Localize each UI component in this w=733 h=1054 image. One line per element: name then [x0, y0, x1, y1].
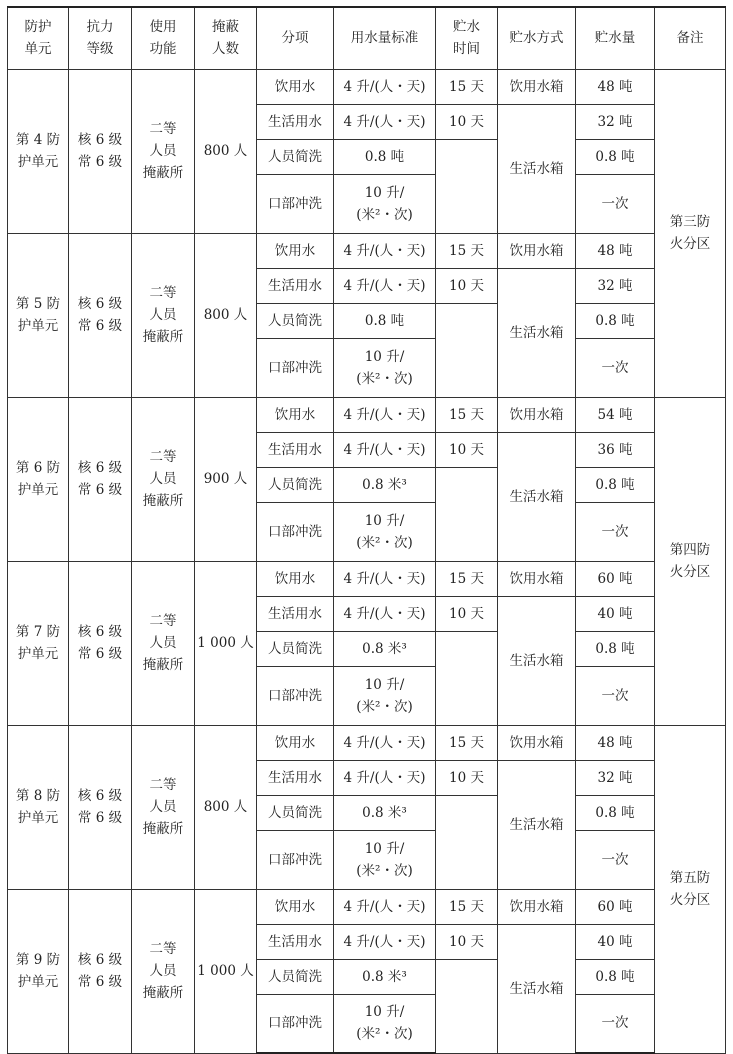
- header-time: 贮水 时间: [436, 7, 498, 69]
- item-cell-text: 生活用水: [268, 441, 322, 458]
- standard-cell-text: 10 升/ (米²・次): [356, 512, 413, 551]
- standard-cell-text: 4 升/(人・天): [343, 78, 426, 95]
- time-cell: [436, 924, 498, 959]
- item-cell: [257, 233, 334, 268]
- time-cell: [436, 432, 498, 467]
- people-cell: [195, 69, 257, 233]
- time-cell: [436, 104, 498, 139]
- method-cell-text: 生活水箱: [509, 324, 564, 341]
- amount-cell-text: 32 吨: [597, 113, 633, 130]
- item-cell-text: 饮用水: [274, 78, 316, 95]
- amount-cell: [576, 596, 655, 631]
- item-cell: [257, 139, 334, 174]
- time-cell: [436, 561, 498, 596]
- header-amount: 贮水量: [576, 7, 655, 69]
- amount-cell-text: 48 吨: [597, 734, 633, 751]
- unit-name-cell-text: 第 7 防 护单元: [15, 624, 61, 662]
- time-cell-empty: [436, 303, 498, 397]
- standard-cell: [334, 725, 436, 760]
- time-cell-text: 10 天: [449, 933, 484, 950]
- method-cell: [498, 760, 576, 889]
- item-cell-text: 饮用水: [274, 570, 316, 587]
- header-item: 分项: [257, 7, 334, 69]
- amount-cell-text: 一次: [601, 687, 629, 704]
- people-cell: [195, 561, 257, 725]
- method-cell: [498, 725, 576, 760]
- method-cell-text: 饮用水箱: [509, 734, 564, 751]
- time-cell: [436, 397, 498, 432]
- time-cell: [436, 268, 498, 303]
- amount-cell: [576, 502, 655, 561]
- amount-cell-text: 0.8 吨: [595, 968, 635, 985]
- method-cell-text: 生活水箱: [509, 488, 564, 505]
- method-cell-text: 生活水箱: [509, 816, 564, 833]
- amount-cell: [576, 725, 655, 760]
- item-cell-text: 人员简洗: [268, 312, 322, 329]
- function-cell: [132, 561, 195, 725]
- amount-cell-text: 48 吨: [597, 78, 633, 95]
- item-cell-text: 口部冲洗: [268, 523, 322, 540]
- time-cell-text: 10 天: [449, 113, 484, 130]
- item-cell: [257, 69, 334, 104]
- standard-cell-text: 10 升/ (米²・次): [356, 1004, 413, 1043]
- standard-cell: [334, 174, 436, 233]
- standard-cell-text: 4 升/(人・天): [343, 570, 426, 587]
- function-cell-text: 二等 人员 掩蔽所: [142, 121, 184, 181]
- item-cell-text: 生活用水: [268, 277, 322, 294]
- standard-cell: [334, 467, 436, 502]
- unit-name-cell-text: 第 9 防 护单元: [15, 952, 61, 990]
- table-row: [8, 561, 726, 596]
- function-cell: [132, 233, 195, 397]
- people-cell: [195, 889, 257, 1053]
- level-cell-text: 核 6 级 常 6 级: [77, 952, 123, 990]
- item-cell: [257, 959, 334, 994]
- amount-cell: [576, 795, 655, 830]
- unit-name-cell-text: 第 5 防 护单元: [15, 296, 61, 334]
- method-cell-text: 饮用水箱: [509, 898, 564, 915]
- people-cell-text: 1 000 人: [197, 635, 254, 651]
- standard-cell: [334, 924, 436, 959]
- amount-cell: [576, 666, 655, 725]
- standard-cell-text: 0.8 吨: [364, 148, 405, 165]
- remark-cell: [655, 69, 726, 397]
- method-cell: [498, 397, 576, 432]
- item-cell-text: 生活用水: [268, 933, 322, 950]
- amount-cell-text: 32 吨: [597, 277, 633, 294]
- people-cell-text: 800 人: [203, 799, 248, 815]
- people-cell-text: 800 人: [203, 307, 248, 323]
- item-cell-text: 饮用水: [274, 898, 316, 915]
- amount-cell: [576, 830, 655, 889]
- method-cell-text: 生活水箱: [509, 980, 564, 997]
- unit-name-cell: [8, 889, 69, 1053]
- time-cell-text: 10 天: [449, 769, 484, 786]
- unit-name-cell: [8, 561, 69, 725]
- function-cell-text: 二等 人员 掩蔽所: [142, 285, 184, 345]
- amount-cell-text: 32 吨: [597, 769, 633, 786]
- standard-cell: [334, 104, 436, 139]
- item-cell-text: 人员简洗: [268, 968, 322, 985]
- people-cell: [195, 397, 257, 561]
- item-cell-text: 人员简洗: [268, 476, 322, 493]
- amount-cell-text: 60 吨: [597, 570, 633, 587]
- amount-cell: [576, 174, 655, 233]
- item-cell: [257, 666, 334, 725]
- header-function: 使用 功能: [132, 7, 195, 69]
- standard-cell-text: 4 升/(人・天): [343, 734, 426, 751]
- standard-cell: [334, 502, 436, 561]
- standard-cell-text: 10 升/ (米²・次): [356, 184, 413, 223]
- item-cell-text: 口部冲洗: [268, 359, 322, 376]
- amount-cell-text: 36 吨: [597, 441, 633, 458]
- amount-cell-text: 一次: [601, 195, 629, 212]
- time-cell: [436, 889, 498, 924]
- time-cell-empty: [436, 795, 498, 889]
- amount-cell-text: 一次: [601, 851, 629, 868]
- method-cell-text: 饮用水箱: [509, 78, 564, 95]
- level-cell: [69, 725, 132, 889]
- item-cell: [257, 174, 334, 233]
- standard-cell-text: 0.8 米³: [362, 476, 407, 493]
- remark-cell-text: 第三防 火分区: [669, 214, 711, 252]
- header-method: 贮水方式: [498, 7, 576, 69]
- unit-name-cell: [8, 233, 69, 397]
- standard-cell: [334, 830, 436, 889]
- amount-cell: [576, 233, 655, 268]
- header-remark: 备注: [655, 7, 726, 69]
- item-cell-text: 生活用水: [268, 605, 322, 622]
- standard-cell-text: 4 升/(人・天): [343, 277, 426, 294]
- time-cell-text: 10 天: [449, 441, 484, 458]
- amount-cell: [576, 432, 655, 467]
- standard-cell: [334, 397, 436, 432]
- item-cell: [257, 596, 334, 631]
- unit-name-cell: [8, 397, 69, 561]
- function-cell-text: 二等 人员 掩蔽所: [142, 449, 184, 509]
- water-storage-table: [7, 6, 726, 1054]
- item-cell: [257, 104, 334, 139]
- amount-cell: [576, 561, 655, 596]
- level-cell-text: 核 6 级 常 6 级: [77, 460, 123, 498]
- level-cell: [69, 561, 132, 725]
- item-cell-text: 口部冲洗: [268, 851, 322, 868]
- standard-cell: [334, 561, 436, 596]
- time-cell-text: 10 天: [449, 277, 484, 294]
- standard-cell-text: 0.8 吨: [364, 312, 405, 329]
- amount-cell: [576, 397, 655, 432]
- standard-cell: [334, 303, 436, 338]
- time-cell-empty: [436, 631, 498, 725]
- item-cell: [257, 889, 334, 924]
- standard-cell-text: 4 升/(人・天): [343, 898, 426, 915]
- standard-cell-text: 4 升/(人・天): [343, 769, 426, 786]
- item-cell: [257, 631, 334, 666]
- time-cell-text: 15 天: [449, 406, 484, 423]
- method-cell-text: 生活水箱: [509, 160, 564, 177]
- standard-cell: [334, 596, 436, 631]
- item-cell: [257, 924, 334, 959]
- amount-cell-text: 0.8 吨: [595, 148, 635, 165]
- method-cell: [498, 233, 576, 268]
- function-cell-text: 二等 人员 掩蔽所: [142, 613, 184, 673]
- item-cell-text: 人员简洗: [268, 640, 322, 657]
- header-level: 抗力 等级: [69, 7, 132, 69]
- item-cell: [257, 502, 334, 561]
- time-cell-text: 10 天: [449, 605, 484, 622]
- unit-name-cell: [8, 725, 69, 889]
- table-body: [8, 69, 726, 1053]
- function-cell: [132, 397, 195, 561]
- item-cell-text: 生活用水: [268, 769, 322, 786]
- time-cell-text: 15 天: [449, 570, 484, 587]
- standard-cell-text: 0.8 米³: [362, 640, 407, 657]
- standard-cell-text: 4 升/(人・天): [343, 933, 426, 950]
- standard-cell-text: 4 升/(人・天): [343, 113, 426, 130]
- amount-cell-text: 0.8 吨: [595, 640, 635, 657]
- amount-cell-text: 一次: [601, 1015, 629, 1032]
- item-cell-text: 口部冲洗: [268, 195, 322, 212]
- people-cell-text: 800 人: [203, 143, 248, 159]
- amount-cell: [576, 268, 655, 303]
- unit-name-cell-text: 第 6 防 护单元: [15, 460, 61, 498]
- standard-cell-text: 4 升/(人・天): [343, 242, 426, 259]
- time-cell-empty: [436, 959, 498, 1053]
- time-cell: [436, 760, 498, 795]
- method-cell: [498, 104, 576, 233]
- item-cell-text: 饮用水: [274, 242, 316, 259]
- item-cell-text: 人员简洗: [268, 148, 322, 165]
- item-cell: [257, 994, 334, 1053]
- amount-cell-text: 一次: [601, 523, 629, 540]
- item-cell-text: 饮用水: [274, 734, 316, 751]
- table-row: [8, 725, 726, 760]
- function-cell: [132, 725, 195, 889]
- standard-cell: [334, 889, 436, 924]
- item-cell: [257, 725, 334, 760]
- item-cell: [257, 830, 334, 889]
- item-cell: [257, 561, 334, 596]
- standard-cell-text: 10 升/ (米²・次): [356, 348, 413, 387]
- amount-cell: [576, 104, 655, 139]
- level-cell: [69, 889, 132, 1053]
- method-cell: [498, 268, 576, 397]
- header-people: 掩蔽 人数: [195, 7, 257, 69]
- method-cell: [498, 561, 576, 596]
- remark-cell: [655, 725, 726, 1053]
- remark-cell-text: 第五防 火分区: [669, 870, 711, 908]
- amount-cell: [576, 69, 655, 104]
- standard-cell: [334, 631, 436, 666]
- item-cell: [257, 338, 334, 397]
- item-cell: [257, 760, 334, 795]
- method-cell-text: 饮用水箱: [509, 242, 564, 259]
- amount-cell-text: 60 吨: [597, 898, 633, 915]
- standard-cell: [334, 760, 436, 795]
- method-cell: [498, 432, 576, 561]
- time-cell: [436, 233, 498, 268]
- standard-cell-text: 4 升/(人・天): [343, 441, 426, 458]
- amount-cell-text: 54 吨: [597, 406, 633, 423]
- item-cell: [257, 432, 334, 467]
- time-cell-text: 15 天: [449, 78, 484, 95]
- amount-cell: [576, 889, 655, 924]
- level-cell-text: 核 6 级 常 6 级: [77, 132, 123, 170]
- item-cell: [257, 397, 334, 432]
- standard-cell: [334, 959, 436, 994]
- amount-cell: [576, 760, 655, 795]
- unit-name-cell: [8, 69, 69, 233]
- standard-cell-text: 0.8 米³: [362, 968, 407, 985]
- amount-cell: [576, 994, 655, 1053]
- method-cell-text: 饮用水箱: [509, 406, 564, 423]
- header-standard: 用水量标准: [334, 7, 436, 69]
- people-cell: [195, 725, 257, 889]
- level-cell-text: 核 6 级 常 6 级: [77, 296, 123, 334]
- time-cell-text: 15 天: [449, 898, 484, 915]
- standard-cell: [334, 666, 436, 725]
- amount-cell: [576, 924, 655, 959]
- standard-cell-text: 0.8 米³: [362, 804, 407, 821]
- standard-cell-text: 4 升/(人・天): [343, 406, 426, 423]
- time-cell-text: 15 天: [449, 734, 484, 751]
- level-cell: [69, 233, 132, 397]
- time-cell-empty: [436, 139, 498, 233]
- amount-cell-text: 0.8 吨: [595, 476, 635, 493]
- time-cell: [436, 596, 498, 631]
- function-cell: [132, 889, 195, 1053]
- level-cell-text: 核 6 级 常 6 级: [77, 624, 123, 662]
- item-cell: [257, 268, 334, 303]
- amount-cell: [576, 631, 655, 666]
- method-cell: [498, 889, 576, 924]
- standard-cell: [334, 268, 436, 303]
- function-cell-text: 二等 人员 掩蔽所: [142, 777, 184, 837]
- people-cell-text: 900 人: [203, 471, 248, 487]
- amount-cell: [576, 338, 655, 397]
- amount-cell: [576, 303, 655, 338]
- item-cell: [257, 303, 334, 338]
- time-cell-text: 15 天: [449, 242, 484, 259]
- people-cell-text: 1 000 人: [197, 963, 254, 979]
- level-cell: [69, 397, 132, 561]
- item-cell: [257, 795, 334, 830]
- unit-name-cell-text: 第 4 防 护单元: [15, 132, 61, 170]
- item-cell-text: 人员简洗: [268, 804, 322, 821]
- item-cell-text: 生活用水: [268, 113, 322, 130]
- method-cell-text: 饮用水箱: [509, 570, 564, 587]
- amount-cell-text: 一次: [601, 359, 629, 376]
- table-row: [8, 397, 726, 432]
- time-cell: [436, 69, 498, 104]
- item-cell-text: 饮用水: [274, 406, 316, 423]
- remark-cell: [655, 397, 726, 725]
- amount-cell: [576, 139, 655, 174]
- level-cell-text: 核 6 级 常 6 级: [77, 788, 123, 826]
- amount-cell-text: 40 吨: [597, 605, 633, 622]
- level-cell: [69, 69, 132, 233]
- amount-cell-text: 48 吨: [597, 242, 633, 259]
- header-unit: 防护 单元: [8, 7, 69, 69]
- standard-cell: [334, 795, 436, 830]
- amount-cell: [576, 959, 655, 994]
- standard-cell-text: 10 升/ (米²・次): [356, 676, 413, 715]
- item-cell-text: 口部冲洗: [268, 687, 322, 704]
- function-cell-text: 二等 人员 掩蔽所: [142, 941, 184, 1001]
- standard-cell: [334, 432, 436, 467]
- standard-cell: [334, 338, 436, 397]
- remark-cell-text: 第四防 火分区: [669, 542, 711, 580]
- standard-cell-text: 4 升/(人・天): [343, 605, 426, 622]
- method-cell-text: 生活水箱: [509, 652, 564, 669]
- table-row: [8, 889, 726, 924]
- method-cell: [498, 924, 576, 1053]
- method-cell: [498, 596, 576, 725]
- standard-cell: [334, 233, 436, 268]
- item-cell: [257, 467, 334, 502]
- amount-cell-text: 40 吨: [597, 933, 633, 950]
- standard-cell-text: 10 升/ (米²・次): [356, 840, 413, 879]
- standard-cell: [334, 139, 436, 174]
- table-row: [8, 233, 726, 268]
- amount-cell: [576, 467, 655, 502]
- unit-name-cell-text: 第 8 防 护单元: [15, 788, 61, 826]
- standard-cell: [334, 69, 436, 104]
- header-row: [8, 7, 726, 69]
- table-row: [8, 69, 726, 104]
- method-cell: [498, 69, 576, 104]
- item-cell-text: 口部冲洗: [268, 1015, 322, 1032]
- time-cell-empty: [436, 467, 498, 561]
- amount-cell-text: 0.8 吨: [595, 804, 635, 821]
- amount-cell-text: 0.8 吨: [595, 312, 635, 329]
- people-cell: [195, 233, 257, 397]
- time-cell: [436, 725, 498, 760]
- function-cell: [132, 69, 195, 233]
- standard-cell: [334, 994, 436, 1053]
